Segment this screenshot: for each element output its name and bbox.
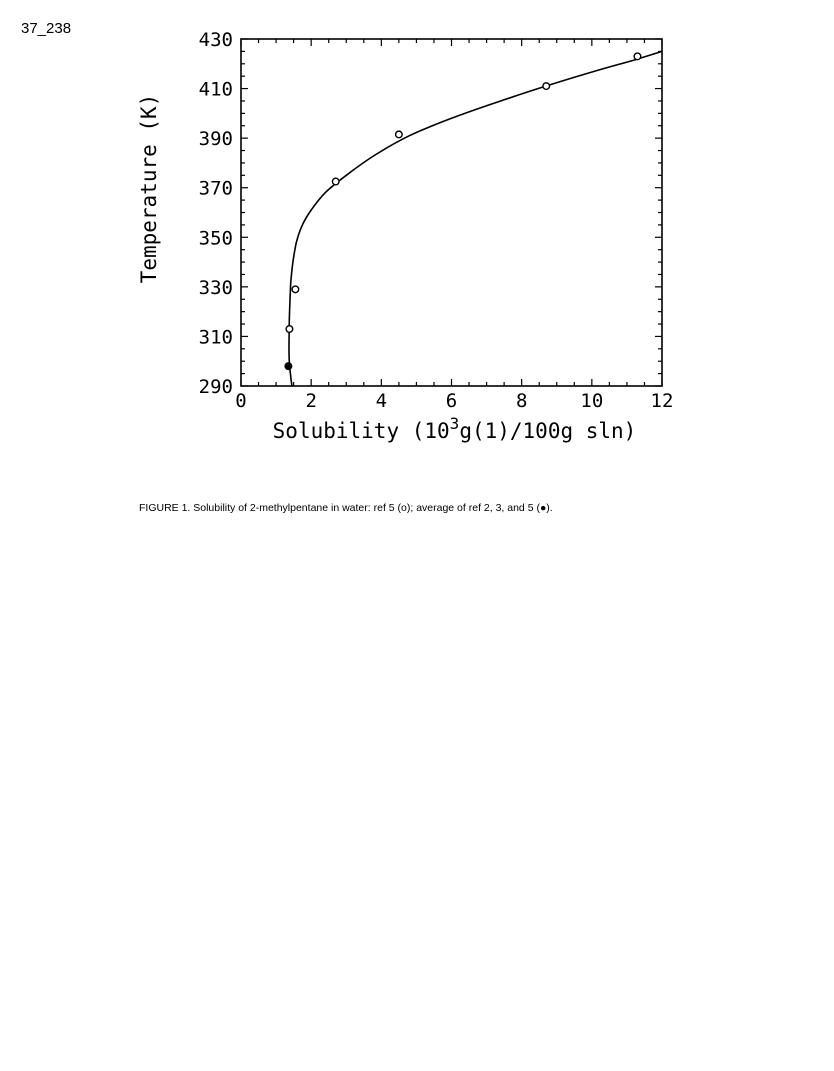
chart-axes — [241, 39, 662, 386]
axis-labels — [137, 29, 673, 443]
data-point-open — [332, 178, 339, 185]
data-point-filled — [285, 363, 292, 370]
data-point-open — [396, 131, 403, 138]
fit-curve-group — [289, 51, 662, 386]
y-tick-label: 310 — [198, 326, 233, 349]
chart-ticks — [241, 39, 662, 386]
data-point-open — [286, 326, 293, 333]
x-tick-label: 10 — [580, 390, 604, 412]
y-tick-label: 330 — [198, 276, 233, 299]
x-tick-label: 4 — [375, 390, 388, 412]
page-id: 37_238 — [21, 20, 72, 37]
y-tick-label: 430 — [198, 29, 233, 51]
x-tick-label: 12 — [650, 390, 674, 412]
y-tick-label: 410 — [198, 78, 233, 101]
plot-frame — [241, 39, 662, 386]
solubility-chart — [0, 0, 834, 480]
x-axis-label: Solubility ($10^3g(1)/100g$ sln) — [272, 414, 637, 443]
figure-caption: FIGURE 1. Solubility of 2-methylpentane in water: ref 5 (o); average of ref 2, 3, and 5 (●). — [139, 502, 553, 514]
y-tick-label: 390 — [198, 128, 233, 151]
fit-curve — [289, 51, 662, 386]
x-tick-label: 0 — [235, 390, 247, 412]
data-point-open — [292, 286, 299, 293]
x-tick-label: 8 — [515, 390, 528, 412]
x-tick-label: 6 — [445, 390, 458, 412]
y-axis-label: Temperature (K) — [137, 93, 161, 284]
x-tick-label: 2 — [305, 390, 317, 412]
y-tick-label: 350 — [198, 227, 233, 250]
y-tick-label: 370 — [198, 177, 233, 200]
data-points — [285, 53, 641, 369]
data-point-open — [543, 83, 550, 90]
y-tick-label: 290 — [198, 376, 233, 398]
data-point-open — [634, 53, 641, 60]
